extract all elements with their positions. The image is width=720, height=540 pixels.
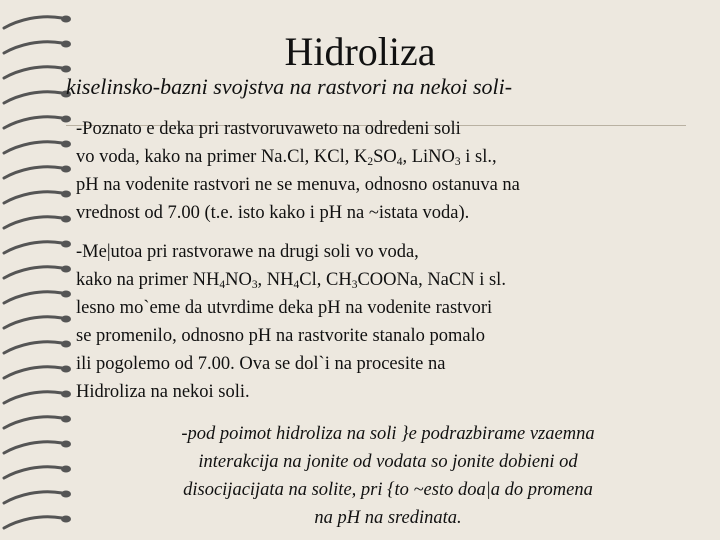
binding-hole [61, 241, 71, 248]
binding-hole [61, 366, 71, 373]
note-line-4: na pH na sredinata. [314, 508, 462, 528]
paragraph-1 [76, 115, 676, 227]
paragraph-2-line-1: -Me|utoa pri rastvorawe na drugi soli vo voda, [76, 242, 419, 262]
paragraph-1-line-1: -Poznato e deka pri rastvoruvaweto na odredeni soli [76, 119, 461, 139]
binding-ring [4, 92, 62, 103]
binding-ring [4, 192, 62, 203]
binding-hole [61, 266, 71, 273]
paragraph-2-line-5: ili pogolemo od 7.00. Ova se dol`i na procesite na [76, 354, 446, 374]
binding-hole [61, 16, 71, 23]
binding-hole [61, 141, 71, 148]
binding-ring [4, 517, 62, 528]
page-title: Hidroliza [284, 29, 436, 74]
binding-ring [4, 342, 62, 353]
binding-ring [4, 167, 62, 178]
definition-note [110, 420, 666, 532]
paragraph-1-line-3: pH na vodenite rastvori ne se menuva, odnosno ostanuva na [76, 175, 520, 195]
binding-hole [61, 341, 71, 348]
binding-ring [4, 392, 62, 403]
subtitle: kiselinsko-bazni svojstva na rastvori na nekoi soli- [66, 74, 513, 99]
binding-ring [4, 217, 62, 228]
binding-hole [61, 441, 71, 448]
binding-ring [4, 492, 62, 503]
paragraph-2-line-4: se promenilo, odnosno pH na rastvorite stanalo pomalo [76, 326, 485, 346]
paragraph-2-line-3: lesno mo`eme da utvrdime deka pH na vodenite rastvori [76, 298, 493, 318]
paragraph-1-line-2: vo voda, kako na primer Na.Cl, KCl, $K_2SO_4$, LiNO$_3$ i sl., [76, 147, 497, 168]
binding-hole [61, 516, 71, 523]
note-line-1: -pod poimot hidroliza na soli }e podrazbirame vzaemna [181, 424, 595, 444]
binding-hole [61, 316, 71, 323]
binding-ring [4, 292, 62, 303]
binding-ring [4, 317, 62, 328]
binding-ring [4, 242, 62, 253]
binding-hole [61, 466, 71, 473]
binding-ring [4, 417, 62, 428]
paragraph-2-line-2: kako na primer $NH_4NO_3$, $NH_4Cl$, $CH_3COONa$, NaCN i sl. [76, 270, 506, 291]
binding-ring [4, 442, 62, 453]
binding-ring [4, 117, 62, 128]
binding-hole [61, 216, 71, 223]
binding-ring [4, 17, 62, 28]
binding-ring [4, 367, 62, 378]
binding-hole [61, 391, 71, 398]
binding-hole [61, 491, 71, 498]
binding-hole [61, 291, 71, 298]
binding-hole [61, 191, 71, 198]
paragraph-2-line-6: Hidroliza na nekoi soli. [76, 382, 250, 402]
binding-ring [4, 142, 62, 153]
paragraph-2 [76, 238, 676, 406]
binding-hole [61, 416, 71, 423]
binding-ring [4, 267, 62, 278]
note-line-2: interakcija na jonite od vodata so jonite dobieni od [198, 452, 578, 472]
paragraph-1-line-4: vrednost od 7.00 (t.e. isto kako i pH na ~istata voda). [76, 203, 470, 223]
note-line-3: disocijacijata na solite, pri {to ~esto doa|a do promena [183, 480, 593, 500]
binding-hole [61, 116, 71, 123]
binding-ring [4, 467, 62, 478]
binding-hole [61, 166, 71, 173]
